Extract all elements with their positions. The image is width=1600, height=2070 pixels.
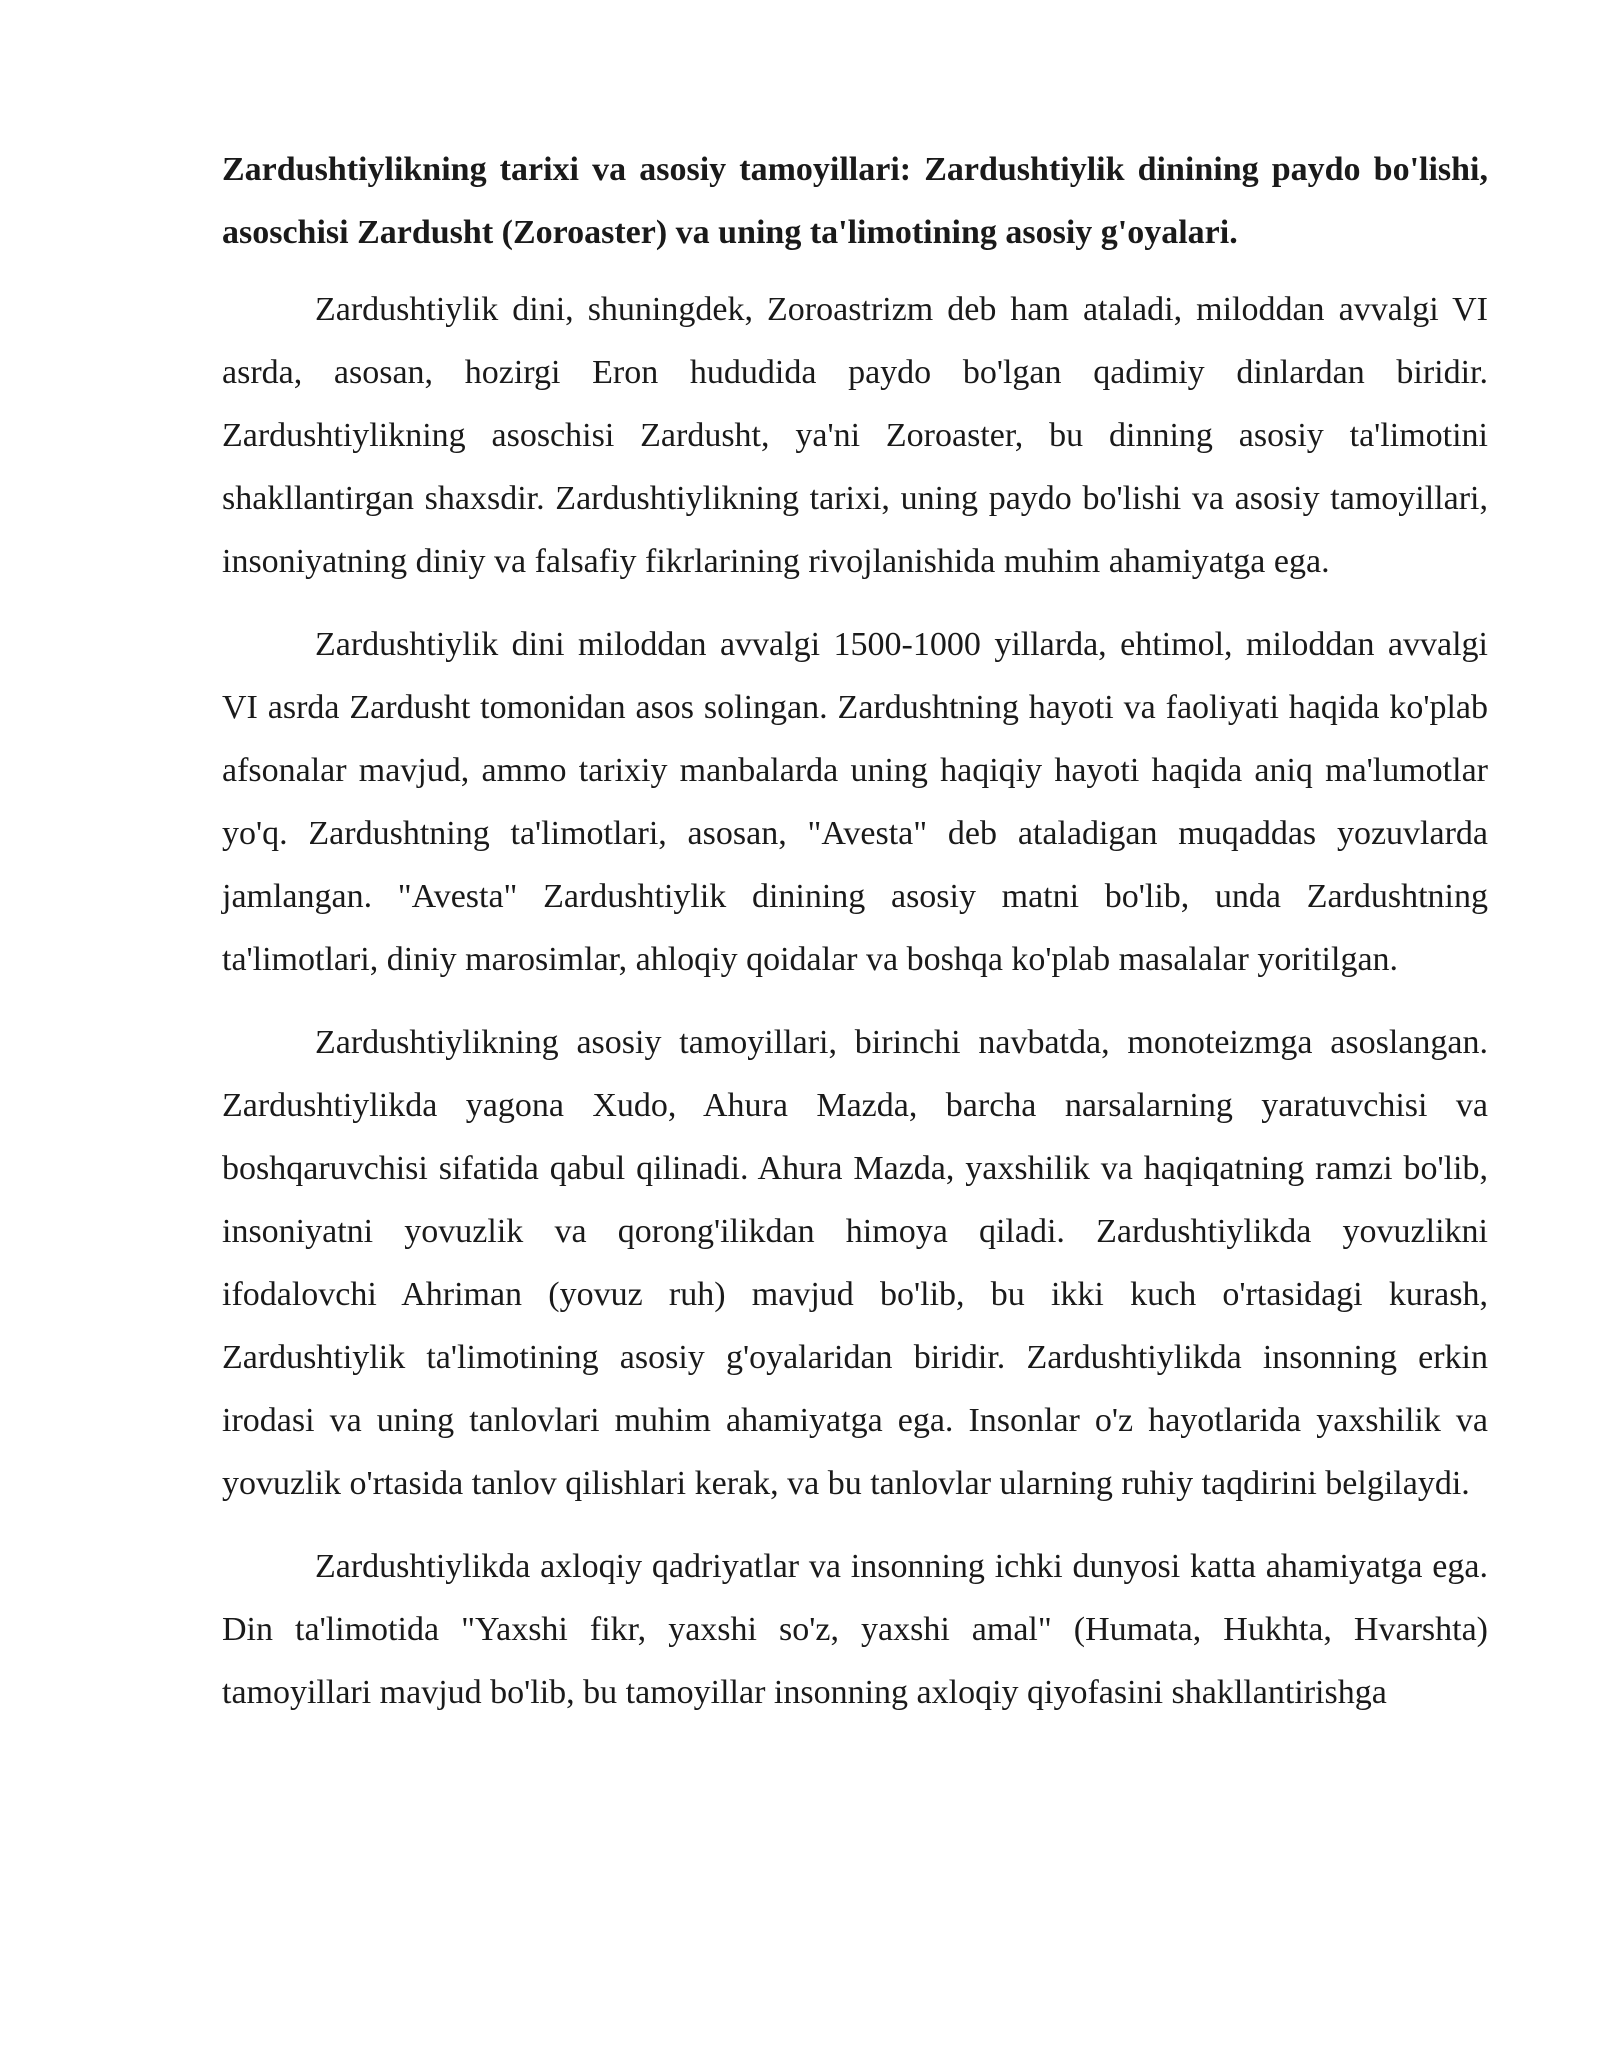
document-page	[222, 138, 1488, 1744]
paragraph-1: Zardushtiylik dini, shuningdek, Zoroastrizm deb ham ataladi, miloddan avvalgi VI asrda, asosan, hozirgi Eron hududida paydo bo'lgan qadimiy dinlardan biridir. Zardushtiylikning asoschisi Zardusht, ya'ni Zoroaster, bu dinning asosiy ta'limotini shakllantirgan shaxsdir. Zardushtiylikning tarixi, uning paydo bo'lishi va asosiy tamoyillari, insoniyatning diniy va falsafiy fikrlarining rivojlanishida muhim ahamiyatga ega.	[222, 291, 1488, 580]
paragraph-3: Zardushtiylikning asosiy tamoyillari, birinchi navbatda, monoteizmga asoslangan. Zardushtiylikda yagona Xudo, Ahura Mazda, barcha narsalarning yaratuvchisi va boshqaruvchisi sifatida qabul qilinadi. Ahura Mazda, yaxshilik va haqiqatning ramzi bo'lib, insoniyatni yovuzlik va qorong'ilikdan himoya qiladi. Zardushtiylikda yovuzlikni ifodalovchi Ahriman (yovuz ruh) mavjud bo'lib, bu ikki kuch o'rtasidagi kurash, Zardushtiylik ta'limotining asosiy g'oyalaridan biridir. Zardushtiylikda insonning erkin irodasi va uning tanlovlari muhim ahamiyatga ega. Insonlar o'z hayotlarida yaxshilik va yovuzlik o'rtasida tanlov qilishlari kerak, va bu tanlovlar ularning ruhiy taqdirini belgilaydi.	[222, 1024, 1488, 1502]
paragraph-2: Zardushtiylik dini miloddan avvalgi 1500-1000 yillarda, ehtimol, miloddan avvalgi VI asrda Zardusht tomonidan asos solingan. Zardushtning hayoti va faoliyati haqida ko'plab afsonalar mavjud, ammo tarixiy manbalarda uning haqiqiy hayoti haqida aniq ma'lumotlar yo'q. Zardushtning ta'limotlari, asosan, "Avesta" deb ataladigan muqaddas yozuvlarda jamlangan. "Avesta" Zardushtiylik dinining asosiy matni bo'lib, unda Zardushtning ta'limotlari, diniy marosimlar, ahloqiy qoidalar va boshqa ko'plab masalalar yoritilgan.	[222, 626, 1488, 978]
document-heading: Zardushtiylikning tarixi va asosiy tamoyillari: Zardushtiylik dinining paydo bo'lishi, asoschisi Zardusht (Zoroaster) va uning ta'limotining asosiy g'oyalari.	[222, 151, 1488, 251]
paragraph-4: Zardushtiylikda axloqiy qadriyatlar va insonning ichki dunyosi katta ahamiyatga ega. Din ta'limotida "Yaxshi fikr, yaxshi so'z, yaxshi amal" (Humata, Hukhta, Hvarshta) tamoyillari mavjud bo'lib, bu tamoyillar insonning axloqiy qiyofasini shakllantirishga	[222, 1548, 1488, 1711]
